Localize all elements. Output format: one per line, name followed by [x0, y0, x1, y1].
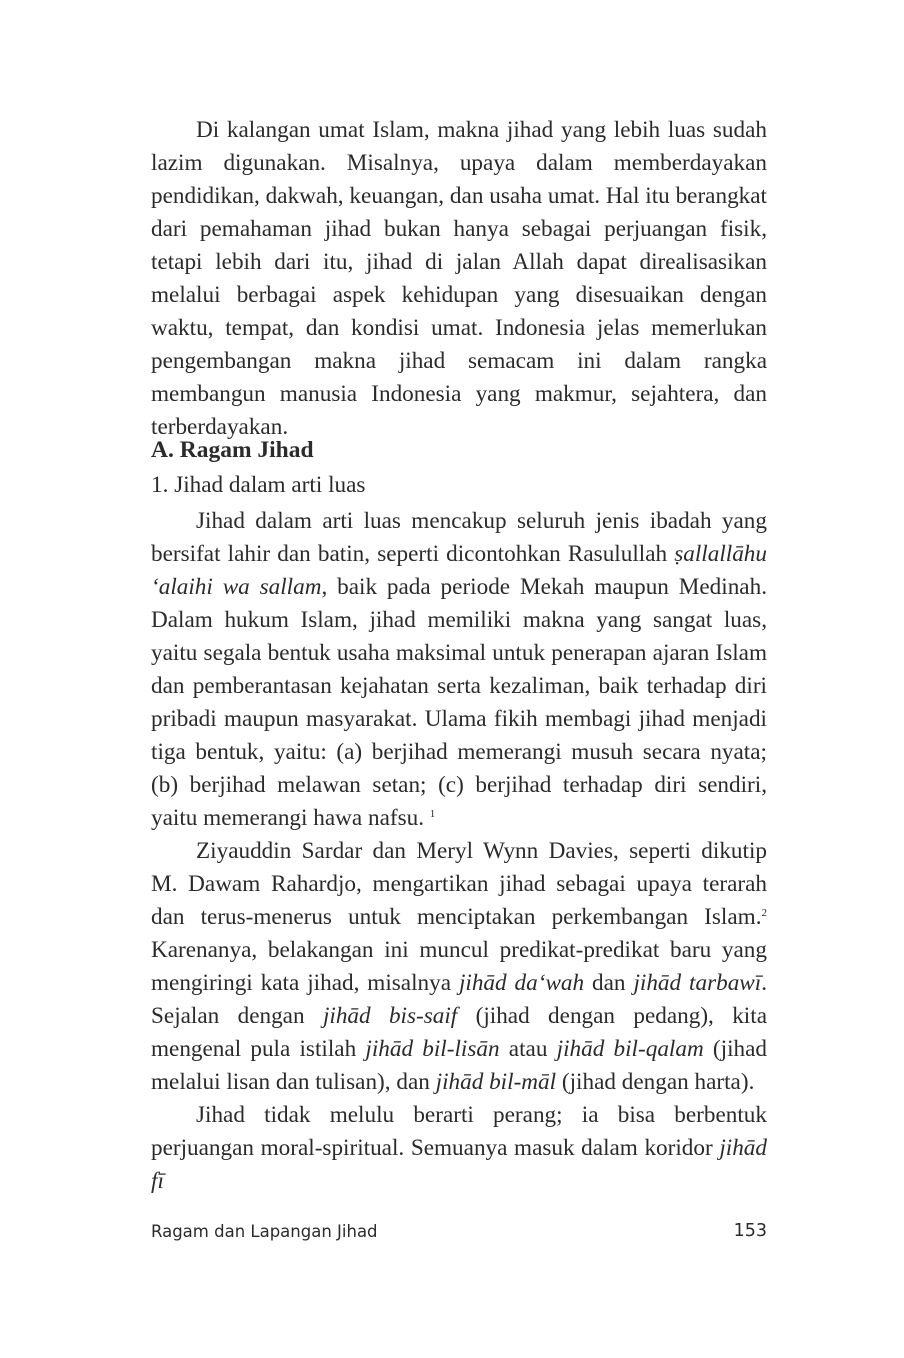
body-paragraph-4: Jihad tidak melulu berarti perang; ia bisa berbentuk perjuangan moral-spiritual. Semuanya masuk dalam koridor jihād fī: [151, 1102, 767, 1194]
term-jihad-bil-qalam: jihād bil-qalam: [556, 1036, 704, 1062]
body-block: [151, 505, 767, 1198]
subsection-heading: 1. Jihad dalam arti luas: [151, 472, 366, 498]
term-jihad-tarbawi: jihād tarbawī: [633, 970, 762, 996]
body-paragraph-3: Ziyauddin Sardar dan Meryl Wynn Davies, seperti dikutip M. Dawam Rahardjo, mengartikan jihad sebagai upaya terarah dan terus-menerus untuk menciptakan perkembangan Islam.$^2$ Karenanya, belakangan ini muncul predikat-predikat baru yang mengiringi kata jihad, misalnya jihād da‘wah dan jihād tarbawī. Sejalan dengan jihād bis-saif (jihad dengan pedang), kita mengenal pula istilah jihād bil-lisān atau jihād bil-qalam (jihad melalui lisan dan tulisan), dan jihād bil-māl (jihad dengan harta).: [151, 838, 768, 1095]
page-number: 153: [733, 1221, 767, 1241]
footnote-ref-1[interactable]: 1: [429, 807, 436, 820]
intro-block: [151, 114, 767, 444]
term-jihad-dawah: jihād da‘wah: [458, 970, 585, 996]
intro-paragraph: Di kalangan umat Islam, makna jihad yang lebih luas sudah lazim digunakan. Misalnya, upaya dalam memberdayakan pendidikan, dakwah, keuangan, dan usaha umat. Hal itu berangkat dari pemahaman jihad bukan hanya sebagai perjuangan fisik, tetapi lebih dari itu, jihad di jalan Allah dapat direalisasikan melalui berbagai aspek kehidupan yang disesuaikan dengan waktu, tempat, dan kondisi umat. Indonesia jelas memerlukan pengembangan makna jihad semacam ini dalam rangka membangun manusia Indonesia yang makmur, sejahtera, dan terberdayakan.: [151, 117, 767, 440]
honorific-phrase: ṣallallāhu ‘alaihi wa sallam: [151, 541, 767, 600]
body-paragraph-2: Jihad dalam arti luas mencakup seluruh jenis ibadah yang bersifat lahir dan batin, seperti dicontohkan Rasulullah ṣallallāhu ‘alaihi wa sallam, baik pada periode Mekah maupun Medinah. Dalam hukum Islam, jihad memiliki makna yang sangat luas, yaitu segala bentuk usaha maksimal untuk penerapan ajaran Islam dan pemberantasan kejahatan serta kezaliman, baik terhadap diri pribadi maupun masyarakat. Ulama fikih membagi jihad menjadi tiga bentuk, yaitu: (a) berjihad memerangi musuh secara nyata; (b) berjihad melawan setan; (c) berjihad terhadap diri sendiri, yaitu memerangi hawa nafsu. $^1$: [151, 508, 767, 831]
term-jihad-bil-lisan: jihād bil-lisān: [365, 1036, 500, 1062]
running-footer-title: Ragam dan Lapangan Jihad: [151, 1222, 378, 1241]
section-heading: A. Ragam Jihad: [151, 437, 314, 463]
footnote-ref-2[interactable]: 2: [761, 906, 767, 919]
term-jihad-bil-mal: jihād bil-māl: [435, 1069, 557, 1095]
term-jihad-bis-saif: jihād bis-saif: [322, 1003, 458, 1029]
term-jihad-fi: jihād fī: [151, 1135, 767, 1194]
